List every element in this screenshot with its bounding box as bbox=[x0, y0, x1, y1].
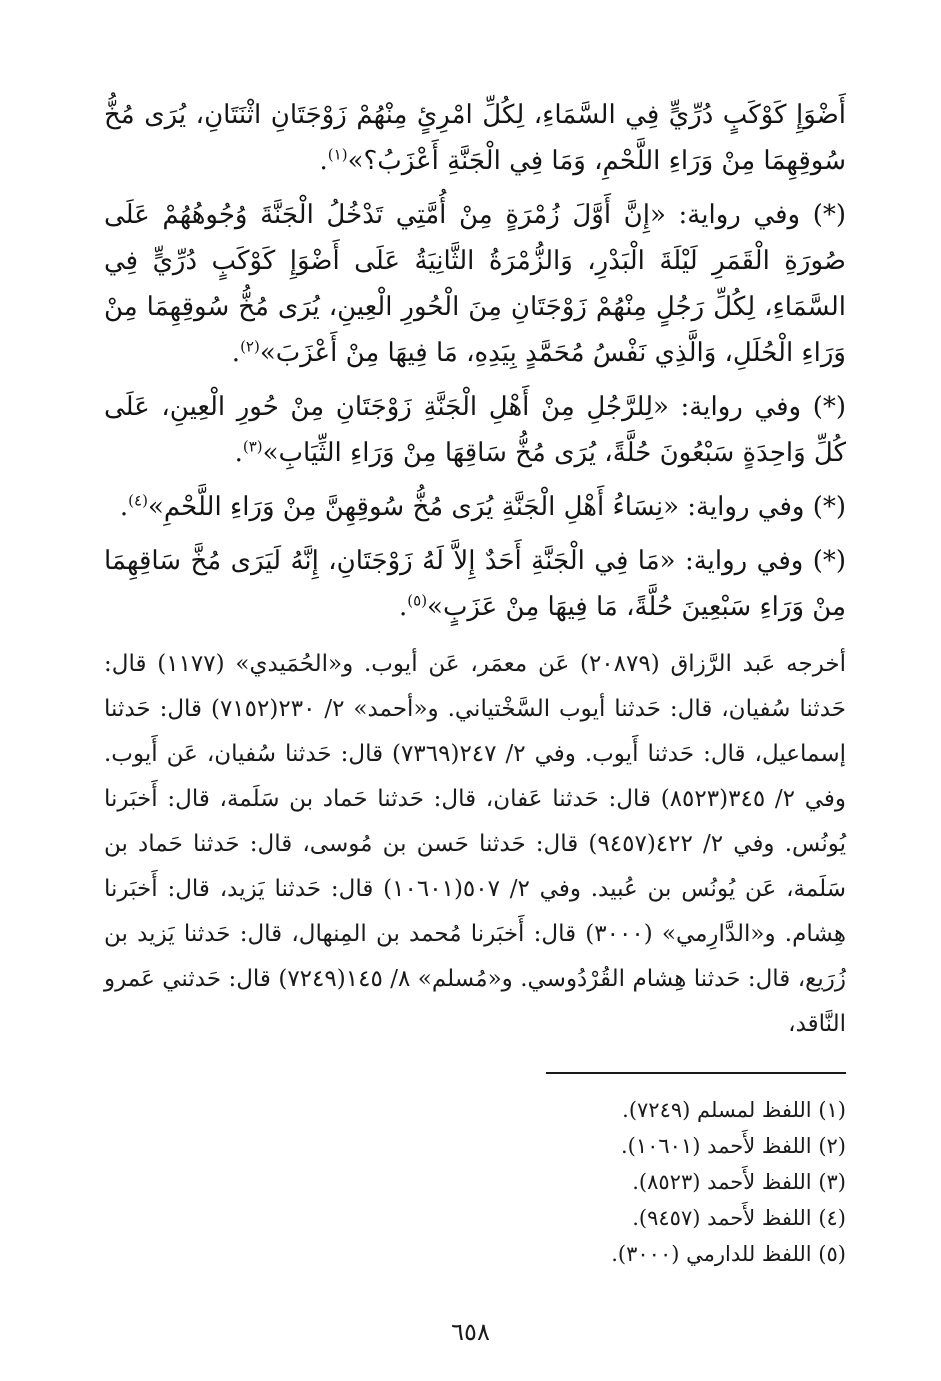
page-body bbox=[104, 92, 846, 1047]
takhrij-paragraph: أخرجه عَبد الرَّزاق (٢٠٨٧٩) عَن معمَر، عَن أيوب. و«الحُمَيدي» (١١٧٧) قال: حَدثنا سُفيان، قال: حَدثنا أيوب السَّخْتياني. و«أحمد» ٢/ ٢٣٠(٧١٥٢) قال: حَدثنا إسماعيل، قال: حَدثنا أَيوب. وفي ٢/ ٢٤٧(٧٣٦٩) قال: حَدثنا سُفيان، عَن أَيوب. وفي ٢/ ٣٤٥(٨٥٢٣) قال: حَدثنا عَفان، قال: حَدثنا حَماد بن سَلَمة، قال: أَخبَرنا يُونُس. وفي ٢/ ٤٢٢(٩٤٥٧) قال: حَدثنا حَسن بن مُوسى، قال: حَدثنا حَماد بن سَلَمة، عَن يُونُس بن عُبيد. وفي ٢/ ٥٠٧(١٠٦٠١) قال: حَدثنا يَزيد، قال: أَخبَرنا هِشام. و«الدَّارِمي» (٣٠٠٠) قال: أَخبَرنا مُحمد بن المِنهال، قال: حَدثنا يَزيد بن زُرَيع، قال: حَدثنا هِشام القُرْدُوسي. و«مُسلم» ٨/ ١٤٥(٧٢٤٩) قال: حَدثني عَمرو النَّاقد، bbox=[104, 651, 847, 1037]
footnote-ref-4: (٤) bbox=[128, 491, 148, 510]
footnote-ref-5: (٥) bbox=[407, 591, 428, 610]
footnote-item-5: (٥) اللفظ للدارمي (٣٠٠٠). bbox=[611, 1242, 846, 1266]
footnote-item-1: (١) اللفظ لمسلم (٧٢٤٩). bbox=[622, 1098, 846, 1122]
footnotes-list bbox=[326, 1092, 846, 1272]
footnote-ref-1: (١) bbox=[327, 145, 348, 164]
footnote-item-3: (٣) اللفظ لأَحمد (٨٥٢٣). bbox=[632, 1170, 846, 1194]
hadith-paragraph-2: (*) وفي رواية: «إِنَّ أَوَّلَ زُمْرَةٍ مِنْ أُمَّتِي تَدْخُلُ الْجَنَّةَ وُجُوهُهُمْ عَلَى صُورَةِ الْقَمَرِ لَيْلَةَ الْبَدْرِ، وَالزُّمْرَةُ الثَّانِيَةُ عَلَى أَضْوَإِ كَوْكَبٍ دُرِّيٍّ فِي السَّمَاءِ، لِكُلِّ رَجُلٍ مِنْهُمْ زَوْجَتَانِ مِنَ الْحُورِ الْعِينِ، يُرَى مُخُّ سُوقِهِمَا مِنْ وَرَاءِ الْحُلَلِ، وَالَّذِي نَفْسُ مُحَمَّدٍ بِيَدِهِ، مَا فِيهَا مِنْ أَعْزَبَ»$^{(٢)}$. bbox=[104, 200, 846, 368]
footnote-ref-3: (٣) bbox=[242, 437, 263, 456]
hadith-paragraph-3: (*) وفي رواية: «لِلرَّجُلِ مِنْ أَهْلِ الْجَنَّةِ زَوْجَتَانِ مِنْ حُورِ الْعِينِ، عَلَى كُلِّ وَاحِدَةٍ سَبْعُونَ حُلَّةً، يُرَى مُخُّ سَاقِهَا مِنْ وَرَاءِ الثِّيَابِ»$^{(٣)}$. bbox=[104, 392, 846, 468]
hadith-paragraph-5: (*) وفي رواية: «مَا فِي الْجَنَّةِ أَحَدٌ إِلاَّ لَهُ زَوْجَتَانِ، إِنَّهُ لَيَرَى مُخَّ سَاقِهِمَا مِنْ وَرَاءِ سَبْعِينَ حُلَّةً، مَا فِيهَا مِنْ عَزَبٍ»$^{(٥)}$. bbox=[104, 546, 846, 622]
hadith-paragraph-4: (*) وفي رواية: «نِسَاءُ أَهْلِ الْجَنَّةِ يُرَى مُخُّ سُوقِهِنَّ مِنْ وَرَاءِ اللَّحْمِ»$^{(٤)}$. bbox=[119, 491, 846, 522]
footnote-divider bbox=[546, 1072, 846, 1074]
footnote-item-4: (٤) اللفظ لأَحمد (٩٤٥٧). bbox=[632, 1206, 846, 1230]
page-number: ٦٥٨ bbox=[451, 1318, 490, 1346]
footnote-item-2: (٢) اللفظ لأَحمد (١٠٦٠١). bbox=[620, 1134, 846, 1158]
hadith-paragraph-1: أَضْوَإِ كَوْكَبٍ دُرِّيٍّ فِي السَّمَاءِ، لِكُلِّ امْرِئٍ مِنْهُمْ زَوْجَتَانِ اثْنَتَانِ، يُرَى مُخُّ سُوقِهِمَا مِنْ وَرَاءِ اللَّحْمِ، وَمَا فِي الْجَنَّةِ أَعْزَبُ؟»$^{(١)}$. bbox=[104, 100, 847, 176]
footnote-ref-2: (٢) bbox=[240, 337, 260, 356]
